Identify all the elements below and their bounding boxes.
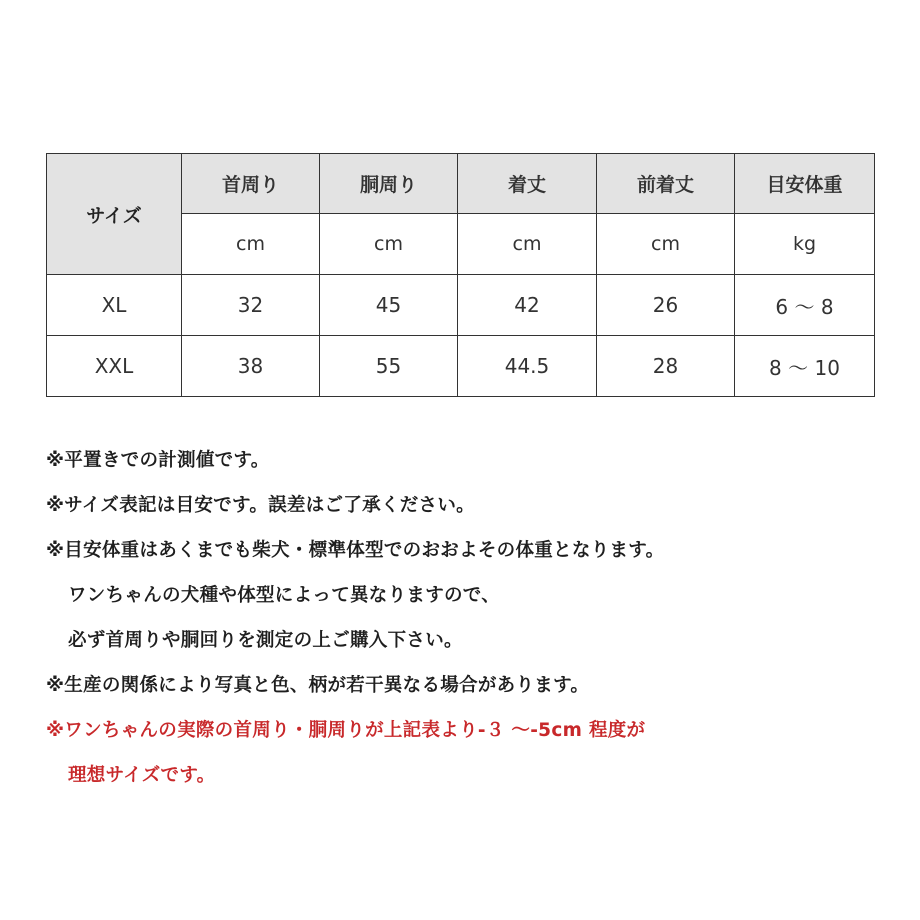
table-row xyxy=(47,336,875,397)
size-label: XXL xyxy=(47,336,182,397)
note-color-variance: ※生産の関係により写真と色、柄が若干異なる場合があります。 xyxy=(46,675,590,696)
table-cell: 38 xyxy=(182,336,320,397)
note-weight-guide: ※目安体重はあくまでも柴犬・標準体型でのおおよその体重となります。 xyxy=(46,540,665,561)
size-label: XL xyxy=(47,275,182,336)
table-cell: 32 xyxy=(182,275,320,336)
table-cell: 26 xyxy=(597,275,735,336)
note-weight-guide-cont-2: 必ず首周りや胴回りを測定の上ご購入下さい。 xyxy=(68,630,463,651)
size-table xyxy=(46,153,875,397)
note-size-approx: ※サイズ表記は目安です。誤差はご了承ください。 xyxy=(46,495,475,516)
size-column-header: サイズ xyxy=(47,154,182,275)
table-cell: 8 ～ 10 xyxy=(735,336,875,397)
column-header-chest: 胴周り xyxy=(320,154,458,214)
unit-cell: cm xyxy=(182,214,320,275)
column-header-neck: 首周り xyxy=(182,154,320,214)
unit-cell: cm xyxy=(458,214,597,275)
table-cell: 6 ～ 8 xyxy=(735,275,875,336)
table-cell: 44.5 xyxy=(458,336,597,397)
notes-section xyxy=(46,438,886,798)
note-ideal-size-warning: ※ワンちゃんの実際の首周り・胴周りが上記表より-３ ～-5cm 程度が xyxy=(46,720,646,741)
unit-cell: cm xyxy=(320,214,458,275)
note-measurement: ※平置きでの計測値です。 xyxy=(46,450,270,471)
table-cell: 28 xyxy=(597,336,735,397)
table-cell: 42 xyxy=(458,275,597,336)
column-header-length: 着丈 xyxy=(458,154,597,214)
column-header-front-length: 前着丈 xyxy=(597,154,735,214)
table-row xyxy=(47,275,875,336)
note-ideal-size-warning-cont: 理想サイズです。 xyxy=(68,765,216,786)
table-cell: 45 xyxy=(320,275,458,336)
unit-cell: cm xyxy=(597,214,735,275)
note-weight-guide-cont-1: ワンちゃんの犬種や体型によって異なりますので、 xyxy=(68,585,501,606)
unit-cell: kg xyxy=(735,214,875,275)
table-cell: 55 xyxy=(320,336,458,397)
column-header-weight: 目安体重 xyxy=(735,154,875,214)
